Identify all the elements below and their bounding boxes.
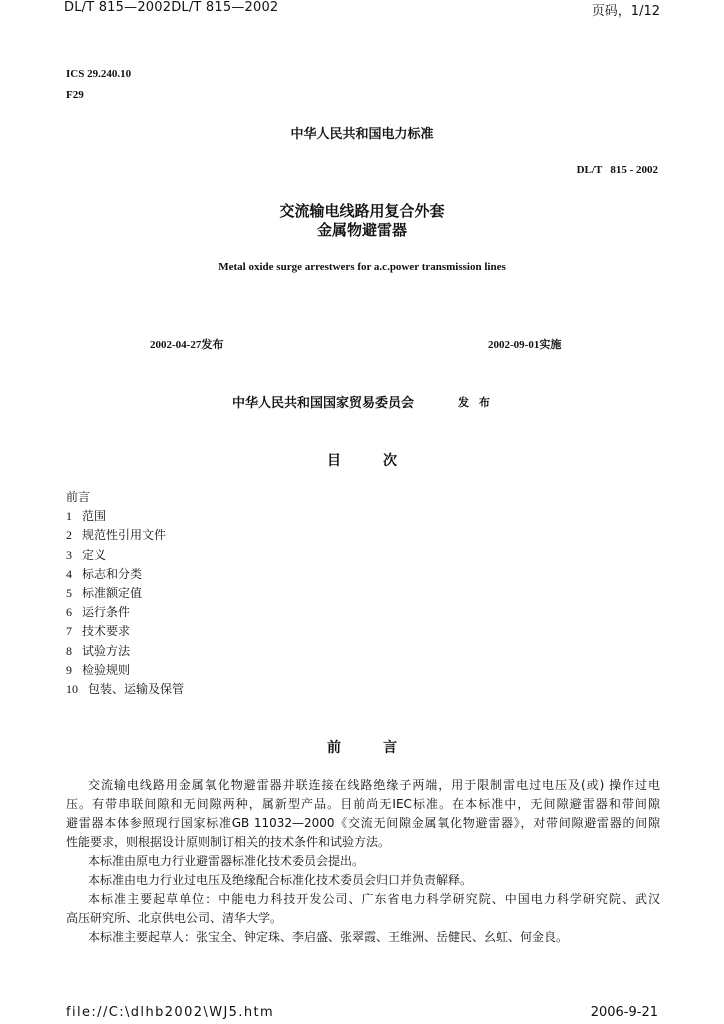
header-page-number: 页码，1/12 — [591, 4, 660, 19]
toc-item-number: 4 — [66, 566, 72, 581]
toc-item-number: 2 — [66, 528, 72, 543]
preface-p1-line-1: 交流输电线路用金属氧化物避雷器并联连接在线路绝缘子两端，用于限制雷电过电压及(或) 操作过电 — [88, 778, 660, 792]
toc-item-label: 试验方法 — [82, 643, 131, 658]
toc-list — [66, 488, 184, 699]
toc-item-label: 定义 — [82, 547, 107, 562]
issue-date: 2002-04-27发布 — [150, 339, 224, 351]
toc-item[interactable] — [66, 603, 184, 622]
toc-heading-char-2: 次 — [383, 453, 397, 469]
toc-item-preface[interactable] — [66, 488, 184, 507]
preface-p4-line-1: 本标准主要起草单位：中能电力科技开发公司、广东省电力科学研究院、中国电力科学研究院、武汉 — [88, 892, 660, 906]
toc-item-number: 5 — [66, 585, 72, 600]
preface-paragraph-1 — [66, 776, 660, 852]
toc-item-label: 前言 — [66, 490, 91, 504]
toc-item-label: 检验规则 — [82, 662, 131, 677]
toc-item-label: 规范性引用文件 — [82, 528, 167, 543]
toc-item-number: 8 — [66, 643, 72, 658]
preface-paragraph-3: 本标准由电力行业过电压及绝缘配合标准化技术委员会归口并负责解释。 — [88, 873, 473, 887]
toc-item-number: 7 — [66, 624, 72, 639]
toc-item-label: 标志和分类 — [82, 566, 143, 581]
toc-item[interactable] — [66, 661, 184, 680]
preface-p1-line-4: 性能要求，则根据设计原则制订相关的技术条件和试验方法。 — [66, 835, 391, 849]
effective-date: 2002-09-01实施 — [488, 339, 562, 351]
toc-item-number: 9 — [66, 662, 72, 677]
toc-item-label: 范围 — [82, 509, 107, 524]
issuer-name: 中华人民共和国国家贸易委员会 — [232, 396, 415, 411]
toc-item[interactable] — [66, 565, 184, 584]
toc-item-number: 1 — [66, 509, 72, 524]
preface-p1-line-2: 压。有带串联间隙和无间隙两种，属新型产品。目前尚无IEC标准。在本标准中，无间隙避雷器和带间隙 — [66, 797, 660, 811]
toc-heading — [327, 450, 397, 470]
toc-item[interactable] — [66, 526, 184, 545]
toc-item-label: 技术要求 — [82, 624, 131, 639]
toc-heading-char-1: 目 — [327, 453, 341, 469]
preface-heading-char-1: 前 — [327, 740, 341, 756]
preface-p1-line-3: 避雷器本体参照现行国家标准GB 11032—2000《交流无间隙金属氧化物避雷器》，对带间隙避雷器的间隙 — [66, 816, 660, 830]
footer-date: 2006-9-21 — [590, 1005, 658, 1020]
preface-heading-char-2: 言 — [383, 740, 397, 756]
footer-file-path: file://C:\dlhb2002\WJ5.htm — [66, 1005, 275, 1020]
toc-item-number: 10 — [66, 681, 78, 696]
classification-code: F29 — [66, 89, 84, 101]
toc-item[interactable] — [66, 642, 184, 661]
preface-paragraph-2: 本标准由原电力行业避雷器标准化技术委员会提出。 — [88, 854, 365, 868]
ics-code: ICS 29.240.10 — [66, 68, 132, 80]
toc-item[interactable] — [66, 680, 184, 699]
toc-item[interactable] — [66, 622, 184, 641]
toc-item-label: 标准额定值 — [82, 585, 143, 600]
preface-heading — [327, 737, 397, 757]
toc-item-label: 运行条件 — [82, 605, 131, 620]
document-title-line-2: 金属物避雷器 — [316, 221, 407, 239]
document-title-line-1: 交流输电线路用复合外套 — [279, 202, 445, 220]
toc-item-number: 6 — [66, 605, 72, 620]
preface-paragraph-4 — [66, 890, 660, 928]
toc-item-label: 包装、运输及保管 — [88, 681, 185, 696]
toc-item-number: 3 — [66, 547, 72, 562]
preface-body — [66, 776, 660, 947]
issued-label: 发 布 — [458, 396, 490, 409]
preface-p4-line-2: 高压研究所、北京供电公司、清华大学。 — [66, 911, 283, 925]
toc-item[interactable] — [66, 546, 184, 565]
english-title: Metal oxide surge arrestwers for a.c.power transmission lines — [218, 261, 506, 273]
standard-type-title: 中华人民共和国电力标准 — [290, 127, 434, 142]
toc-item[interactable] — [66, 584, 184, 603]
header-document-code: DL/T 815—2002DL/T 815—2002 — [64, 0, 279, 15]
toc-item[interactable] — [66, 507, 184, 526]
standard-number: DL/T 815 - 2002 — [576, 164, 658, 176]
preface-paragraph-5: 本标准主要起草人：张宝全、钟定珠、李启盛、张翠霞、王维洲、岳健民、幺虹、何金良。 — [88, 930, 569, 944]
